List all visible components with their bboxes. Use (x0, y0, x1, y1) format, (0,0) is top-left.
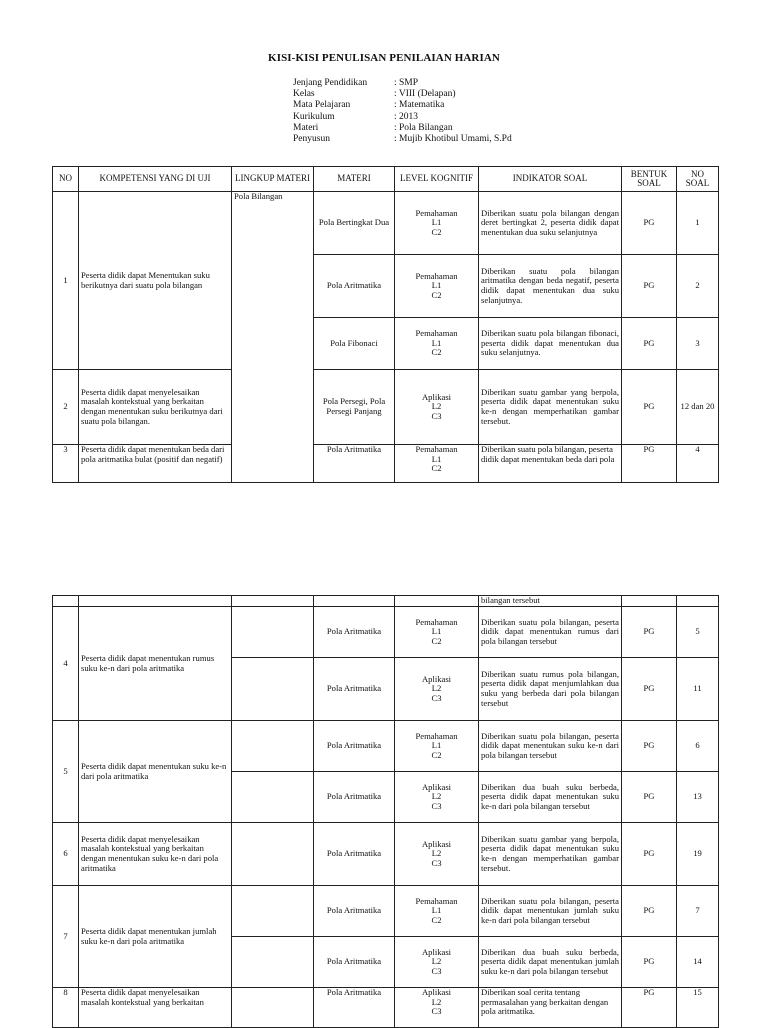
cell-level-kognitif (395, 772, 479, 823)
level-name: Aplikasi (421, 391, 452, 402)
info-value: : Matematika (394, 100, 445, 111)
level-name: Pemahaman (415, 895, 458, 906)
level-c: C3 (431, 800, 442, 811)
header-no: NO (53, 167, 79, 192)
cell-kompetensi: Peserta didik dapat menyelesaikan masalah kontekstual yang berkaitan dengan menentukan suku berikutnya dari suatu pola bilangan. (79, 370, 232, 445)
empty-cell (232, 596, 314, 607)
header-level-kognitif: LEVEL KOGNITIF (395, 167, 479, 192)
level-name: Pemahaman (415, 444, 458, 454)
cell-level-kognitif (395, 445, 479, 483)
cell-no-soal: 14 (677, 937, 719, 988)
cell-indikator: Diberikan suatu pola bilangan aritmatika dengan beda negatif, peserta didik dapat menentukan dua suku selanjutnya. (479, 255, 622, 318)
cell-no: 7 (53, 886, 79, 988)
cell-bentuk: PG (622, 772, 677, 823)
cell-bentuk: PG (622, 988, 677, 1028)
info-value: : Mujib Khotibul Umami, S.Pd (394, 134, 512, 145)
level-name: Aplikasi (421, 673, 452, 684)
cell-no-soal: 2 (677, 255, 719, 318)
kisi-table-page-2 (52, 595, 719, 1028)
cell-materi: Pola Aritmatika (314, 937, 395, 988)
cell-bentuk: PG (622, 370, 677, 445)
level-c: C3 (431, 692, 442, 703)
cell-lingkup-materi (232, 772, 314, 823)
cell-materi: Pola Aritmatika (314, 255, 395, 318)
cell-level-kognitif (395, 255, 479, 318)
level-c: C3 (431, 1006, 442, 1017)
info-value: : SMP (394, 78, 419, 88)
cell-level-kognitif (395, 721, 479, 772)
cell-level-kognitif (395, 370, 479, 445)
kisi-table-page-1 (52, 166, 719, 483)
level-c: C2 (431, 914, 442, 925)
cell-indikator: Diberikan suatu pola bilangan, peserta didik dapat menentukan jumlah suku ke-n dari pola bilangan tersebut (479, 886, 622, 937)
empty-cell (677, 596, 719, 607)
table-header-row (53, 167, 719, 192)
level-name: Aplikasi (421, 781, 452, 792)
info-label: Materi (293, 122, 319, 133)
cell-materi: Pola Aritmatika (314, 772, 395, 823)
cell-bentuk: PG (622, 318, 677, 370)
cell-level-kognitif (395, 988, 479, 1028)
document-info (293, 78, 512, 145)
level-name: Pemahaman (415, 270, 458, 281)
level-l: L2 (431, 791, 442, 802)
header-indikator-soal: INDIKATOR SOAL (479, 167, 622, 192)
cell-indikator: Diberikan dua buah suku berbeda, peserta didik dapat menentukan suku ke-n dari pola bilangan tersebut (479, 772, 622, 823)
table-row (53, 370, 719, 445)
level-c: C2 (431, 749, 442, 760)
cell-no-soal: 1 (677, 192, 719, 255)
cell-lingkup-materi (232, 937, 314, 988)
level-c: C3 (431, 410, 442, 421)
level-l: L1 (431, 280, 442, 291)
level-l: L2 (431, 956, 442, 967)
empty-cell (53, 596, 79, 607)
table-row (53, 886, 719, 937)
cell-no-soal: 19 (677, 823, 719, 886)
cell-no-soal: 11 (677, 658, 719, 721)
info-row (293, 89, 512, 100)
info-row (293, 78, 512, 89)
cell-kompetensi: Peserta didik dapat menyelesaikan masalah kontekstual yang berkaitan (79, 988, 232, 1028)
cell-level-kognitif (395, 823, 479, 886)
table-row (53, 988, 719, 1028)
level-c: C2 (431, 635, 442, 646)
cell-level-kognitif (395, 192, 479, 255)
level-c: C2 (431, 289, 442, 300)
empty-cell (395, 596, 479, 607)
level-l: L2 (431, 401, 442, 412)
cell-kompetensi: Peserta didik dapat menentukan suku ke-n dari pola aritmatika (79, 721, 232, 823)
cell-bentuk: PG (622, 445, 677, 483)
header-lingkup-materi: LINGKUP MATERI (232, 167, 314, 192)
cell-lingkup-materi (232, 886, 314, 937)
cell-no: 4 (53, 607, 79, 721)
cell-materi: Pola Aritmatika (314, 721, 395, 772)
cell-kompetensi: Peserta didik dapat menentukan rumus suku ke-n dari pola aritmatika (79, 607, 232, 721)
empty-cell (314, 596, 395, 607)
level-l: L1 (431, 453, 442, 464)
cell-no: 6 (53, 823, 79, 886)
level-c: C2 (431, 226, 442, 237)
cell-lingkup-materi (232, 823, 314, 886)
cell-no-soal: 5 (677, 607, 719, 658)
cell-bentuk: PG (622, 658, 677, 721)
level-name: Aplikasi (421, 987, 452, 997)
info-value: : VIII (Delapan) (394, 89, 456, 100)
cell-bentuk: PG (622, 255, 677, 318)
cell-indikator: Diberikan suatu rumus pola bilangan, peserta didik dapat menjumlahkan dua suku yang berbeda dari pola bilangan tersebut (479, 658, 622, 721)
header-no-soal: NO SOAL (677, 167, 719, 192)
level-name: Pemahaman (415, 730, 458, 741)
cell-bentuk: PG (622, 937, 677, 988)
cell-no: 3 (53, 445, 79, 483)
level-l: L2 (431, 996, 442, 1007)
level-name: Pemahaman (415, 616, 458, 627)
level-name: Pemahaman (415, 328, 458, 339)
cell-materi: Pola Aritmatika (314, 823, 395, 886)
cell-lingkup-materi: Pola Bilangan (232, 192, 314, 483)
cell-level-kognitif (395, 937, 479, 988)
level-c: C2 (431, 463, 442, 474)
cell-no-soal: 15 (677, 988, 719, 1028)
level-name: Aplikasi (421, 946, 452, 957)
table-row-continuation (53, 596, 719, 607)
cell-indikator: Diberikan suatu pola bilangan, peserta didik dapat menentukan suku ke-n dari pola bilangan tersebut (479, 721, 622, 772)
empty-cell (79, 596, 232, 607)
cell-materi: Pola Aritmatika (314, 445, 395, 483)
cell-indikator: Diberikan suatu pola bilangan, peserta didik dapat menentukan rumus dari pola bilangan tersebut (479, 607, 622, 658)
cell-bentuk: PG (622, 823, 677, 886)
level-l: L1 (431, 740, 442, 751)
info-row (293, 100, 512, 111)
cell-no: 2 (53, 370, 79, 445)
cell-level-kognitif (395, 607, 479, 658)
info-label: Kelas (293, 89, 315, 100)
cell-lingkup-materi (232, 607, 314, 658)
cell-indikator: Diberikan soal cerita tentang permasalahan yang berkaitan dengan pola aritmatika. (479, 988, 622, 1028)
info-value: : 2013 (394, 111, 419, 122)
info-label: Mata Pelajaran (293, 100, 351, 111)
cell-no-soal: 3 (677, 318, 719, 370)
cell-kompetensi: Peserta didik dapat Menentukan suku berikutnya dari suatu pola bilangan (79, 192, 232, 370)
level-l: L2 (431, 683, 442, 694)
level-l: L1 (431, 626, 442, 637)
table-row (53, 823, 719, 886)
cell-level-kognitif (395, 886, 479, 937)
info-label: Penyusun (293, 134, 330, 145)
cell-kompetensi: Peserta didik dapat menentukan jumlah suku ke-n dari pola aritmatika (79, 886, 232, 988)
cell-materi: Pola Aritmatika (314, 886, 395, 937)
info-row (293, 123, 512, 134)
header-materi: MATERI (314, 167, 395, 192)
info-label: Jenjang Pendidikan (293, 78, 368, 88)
table-row (53, 607, 719, 658)
table-row (53, 192, 719, 255)
cell-indikator: Diberikan dua buah suku berbeda, peserta didik dapat menentukan jumlah suku ke-n dari pola bilangan tersebut (479, 937, 622, 988)
cell-bentuk: PG (622, 192, 677, 255)
cell-level-kognitif (395, 658, 479, 721)
cell-lingkup-materi (232, 658, 314, 721)
cell-materi: Pola Persegi, Pola Persegi Panjang (314, 370, 395, 445)
cell-no-soal: 13 (677, 772, 719, 823)
cell-materi: Pola Bertingkat Dua (314, 192, 395, 255)
level-name: Pemahaman (415, 207, 458, 218)
cell-lingkup-materi (232, 721, 314, 772)
info-row (293, 134, 512, 145)
cell-kompetensi: Peserta didik dapat menyelesaikan masalah kontekstual yang berkaitan dengan menentukan suku ke-n dari pola aritmatika (79, 823, 232, 886)
cell-level-kognitif (395, 318, 479, 370)
header-kompetensi: KOMPETENSI YANG DI UJI (79, 167, 232, 192)
cell-bentuk: PG (622, 607, 677, 658)
cell-no: 8 (53, 988, 79, 1028)
cell-indikator: Diberikan suatu gambar yang berpola, peserta didik dapat menentukan suku ke-n dengan memperhatikan gambar tersebut. (479, 823, 622, 886)
info-row (293, 112, 512, 123)
level-l: L1 (431, 337, 442, 348)
cell-bentuk: PG (622, 886, 677, 937)
cell-no-soal: 7 (677, 886, 719, 937)
cell-lingkup-materi (232, 988, 314, 1028)
level-l: L2 (431, 848, 442, 859)
cell-kompetensi: Peserta didik dapat menentukan beda dari pola aritmatika bulat (positif dan negatif) (79, 445, 232, 483)
table-row (53, 721, 719, 772)
table-row (53, 445, 719, 483)
cell-indikator: bilangan tersebut (479, 596, 622, 607)
cell-materi: Pola Aritmatika (314, 658, 395, 721)
header-bentuk-soal: BENTUK SOAL (622, 167, 677, 192)
level-l: L1 (431, 905, 442, 916)
info-value: : Pola Bilangan (394, 122, 453, 133)
level-name: Aplikasi (421, 838, 452, 849)
cell-bentuk: PG (622, 721, 677, 772)
level-c: C3 (431, 857, 442, 868)
level-l: L1 (431, 217, 442, 228)
empty-cell (622, 596, 677, 607)
cell-indikator: Diberikan suatu gambar yang berpola, peserta didik dapat menentukan suku ke-n dengan memperhatikan gambar tersebut. (479, 370, 622, 445)
level-c: C2 (431, 347, 442, 358)
cell-no-soal: 12 dan 20 (677, 370, 719, 445)
cell-no-soal: 6 (677, 721, 719, 772)
cell-no: 1 (53, 192, 79, 370)
cell-indikator: Diberikan suatu pola bilangan dengan deret bertingkat 2, peserta didik dapat menentukan dua suku selanjutnya (479, 192, 622, 255)
document-title: KISI-KISI PENULISAN PENILAIAN HARIAN (268, 52, 500, 64)
cell-materi: Pola Fibonaci (314, 318, 395, 370)
cell-materi: Pola Aritmatika (314, 607, 395, 658)
info-label: Kurikulum (293, 111, 335, 122)
cell-no-soal: 4 (677, 445, 719, 483)
level-c: C3 (431, 965, 442, 976)
cell-no: 5 (53, 721, 79, 823)
cell-indikator: Diberikan suatu pola bilangan fibonaci, peserta didik dapat menentukan dua suku selanjutnya. (479, 318, 622, 370)
cell-materi: Pola Aritmatika (314, 988, 395, 1028)
cell-indikator: Diberikan suatu pola bilangan, peserta didik dapat menentukan beda dari pola (479, 445, 622, 483)
